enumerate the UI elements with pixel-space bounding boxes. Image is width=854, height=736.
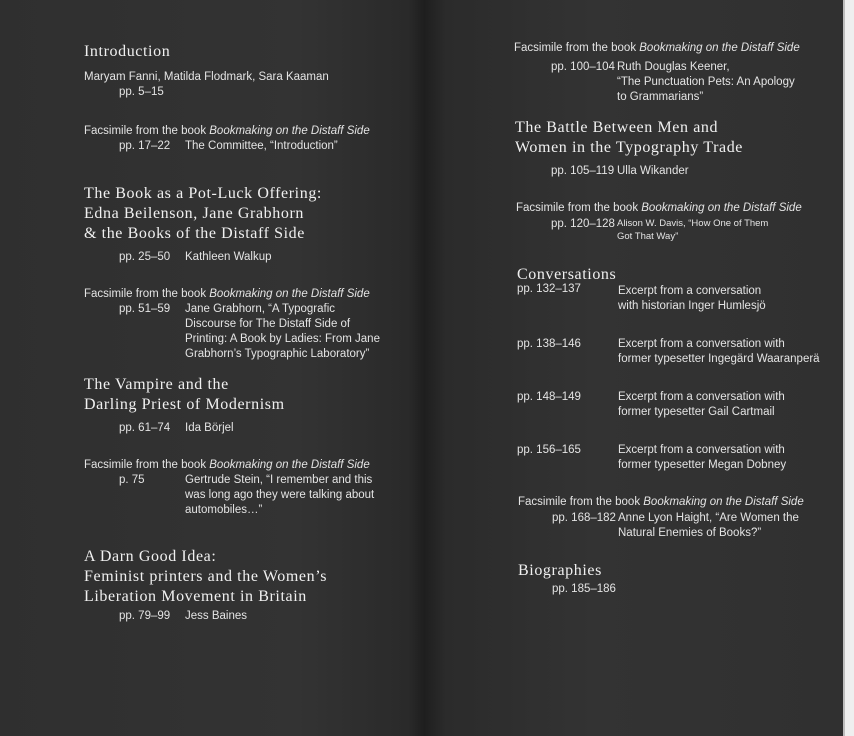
left-page <box>0 0 425 736</box>
heading-vampire-1: The Vampire and the <box>84 376 229 393</box>
conv-text-line: Excerpt from a conversation <box>618 285 762 297</box>
conv-text-line: former typesetter Ingegärd Waaranperä <box>618 353 820 365</box>
heading-battle-1: The Battle Between Men and <box>515 119 719 136</box>
facsimile-caption: Facsimile from the book Bookmaking on the Distaff Side <box>84 125 370 137</box>
fac5-text-line: Got That Way” <box>617 231 679 242</box>
heading-darn-3: Liberation Movement in Britain <box>84 588 307 605</box>
fac2-text-line: Jane Grabhorn, “A Typografic <box>185 303 336 315</box>
fac3-text-line: was long ago they were talking about <box>185 489 375 501</box>
fac1-text: The Committee, “Introduction” <box>185 140 338 152</box>
heading-potluck-1: The Book as a Pot-Luck Offering: <box>84 185 322 202</box>
conv-text-line: Excerpt from a conversation with <box>618 391 785 403</box>
fac5-pages: pp. 120–128 <box>551 218 615 230</box>
heading-potluck-2: Edna Beilenson, Jane Grabhorn <box>84 205 305 222</box>
fac2-pages: pp. 51–59 <box>119 303 171 315</box>
battle-pages: pp. 105–119 <box>551 165 615 177</box>
heading-introduction: Introduction <box>84 43 171 60</box>
conv-pages: pp. 148–149 <box>517 391 581 403</box>
conv-pages: pp. 138–146 <box>517 338 581 350</box>
fac3-pages: p. 75 <box>119 474 145 486</box>
potluck-author: Kathleen Walkup <box>185 251 272 263</box>
conv-pages: pp. 156–165 <box>517 444 581 456</box>
facsimile-caption: Facsimile from the book Bookmaking on the Distaff Side <box>518 496 804 508</box>
fac1-pages: pp. 17–22 <box>119 140 171 152</box>
darn-pages: pp. 79–99 <box>119 610 171 622</box>
conv-text-line: Excerpt from a conversation with <box>618 444 785 456</box>
fac6-pages: pp. 168–182 <box>552 512 616 524</box>
fac5-text-line: Alison W. Davis, “How One of Them <box>617 218 769 229</box>
conv-text-line: former typesetter Megan Dobney <box>618 459 787 471</box>
heading-darn-2: Feminist printers and the Women’s <box>84 568 328 585</box>
vampire-pages: pp. 61–74 <box>119 422 171 434</box>
intro-pages: pp. 5–15 <box>119 86 164 98</box>
intro-authors: Maryam Fanni, Matilda Flodmark, Sara Kaaman <box>84 71 329 83</box>
potluck-pages: pp. 25–50 <box>119 251 171 263</box>
conv-text-line: with historian Inger Humlesjö <box>618 300 766 312</box>
facsimile-caption: Facsimile from the book Bookmaking on the Distaff Side <box>516 202 802 214</box>
fac3-text-line: automobiles…” <box>185 504 263 516</box>
heading-vampire-2: Darling Priest of Modernism <box>84 396 285 413</box>
fac4-text-line: to Grammarians” <box>617 91 704 103</box>
heading-darn-1: A Darn Good Idea: <box>84 548 217 565</box>
heading-potluck-3: & the Books of the Distaff Side <box>84 225 305 242</box>
bio-pages: pp. 185–186 <box>552 583 616 595</box>
conv-pages: pp. 132–137 <box>517 283 581 295</box>
vampire-author: Ida Börjel <box>185 422 234 434</box>
battle-author: Ulla Wikander <box>617 165 689 177</box>
facsimile-caption: Facsimile from the book Bookmaking on the Distaff Side <box>84 459 370 471</box>
facsimile-caption: Facsimile from the book Bookmaking on the Distaff Side <box>84 288 370 300</box>
facsimile-caption: Facsimile from the book Bookmaking on the Distaff Side <box>514 42 800 54</box>
fac2-text-line: Printing: A Book by Ladies: From Jane <box>185 333 380 345</box>
fac6-text-line: Anne Lyon Haight, “Are Women the <box>618 512 799 524</box>
fac4-text-line: Ruth Douglas Keener, <box>617 61 730 73</box>
conv-text-line: Excerpt from a conversation with <box>618 338 785 350</box>
page-edge <box>845 0 854 736</box>
fac2-text-line: Discourse for The Distaff Side of <box>185 318 351 330</box>
fac4-pages: pp. 100–104 <box>551 61 615 73</box>
right-page <box>425 0 845 736</box>
fac3-text-line: Gertrude Stein, “I remember and this <box>185 474 373 486</box>
fac6-text-line: Natural Enemies of Books?” <box>618 527 762 539</box>
fac2-text-line: Grabhorn’s Typographic Laboratory” <box>185 348 370 360</box>
heading-conversations: Conversations <box>517 266 617 283</box>
fac4-text-line: “The Punctuation Pets: An Apology <box>617 76 795 88</box>
conv-text-line: former typesetter Gail Cartmail <box>618 406 775 418</box>
heading-battle-2: Women in the Typography Trade <box>515 139 744 156</box>
heading-biographies: Biographies <box>518 562 602 579</box>
darn-author: Jess Baines <box>185 610 248 622</box>
